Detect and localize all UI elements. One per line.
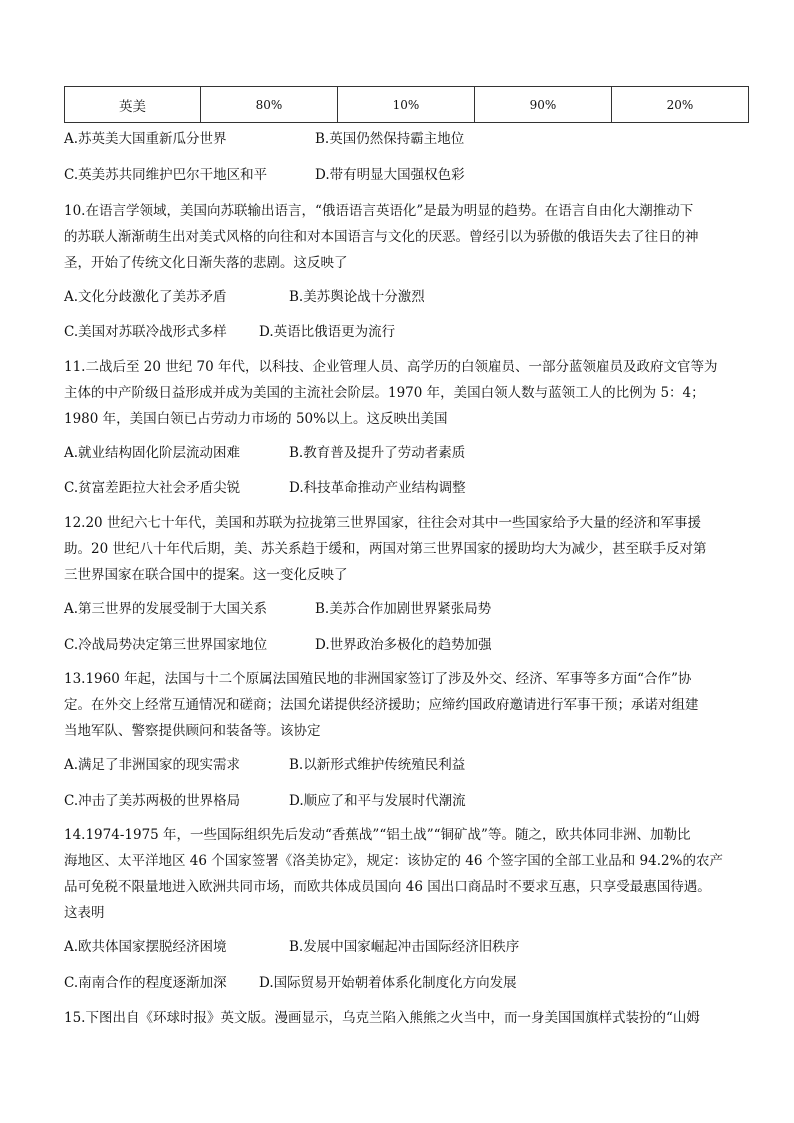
percentage-table — [64, 86, 749, 123]
q9-option-b: B.英国仍然保持霸主地位 — [315, 131, 465, 147]
table-row — [65, 87, 749, 123]
q14-option-a: A.欧共体国家摆脱经济困境 — [64, 939, 227, 955]
question-14-line: 14.1974-1975 年，一些国际组织先后发动“香蕉战”“铝土战”“铜矿战”等。随之，欧共体同非洲、加勒比 — [64, 827, 691, 843]
table-cell: 10% — [338, 87, 475, 123]
q11-option-c: C.贫富差距拉大社会矛盾尖锐 — [64, 480, 241, 496]
q14-option-c: C.南南合作的程度逐渐加深 — [64, 975, 227, 991]
q12-option-a: A.第三世界的发展受制于大国关系 — [64, 601, 268, 617]
table-cell: 80% — [201, 87, 338, 123]
question-12 — [64, 510, 734, 588]
table-cell-country: 英美 — [65, 87, 201, 123]
question-15 — [64, 1005, 734, 1031]
question-10-line: 的苏联人渐渐萌生出对美式风格的向往和对本国语言与文化的厌恶。曾经引以为骄傲的俄语失去了往日的神 — [64, 229, 699, 245]
question-14-line: 品可免税不限量地进入欧洲共同市场，而欧共体成员国向 46 国出口商品时不要求互惠，只享受最惠国待遇。 — [64, 879, 711, 895]
question-10-line: 圣，开始了传统文化日渐失落的悲剧。这反映了 — [64, 255, 348, 271]
q13-option-d: D.顺应了和平与发展时代潮流 — [289, 793, 466, 809]
q10-option-b: B.美苏舆论战十分激烈 — [289, 289, 425, 305]
q12-option-b: B.美苏合作加剧世界紧张局势 — [315, 601, 492, 617]
question-14-line: 海地区、太平洋地区 46 个国家签署《洛美协定》，规定：该协定的 46 个签字国的全部工业品和 94.2%的农产 — [64, 853, 723, 869]
question-10 — [64, 198, 734, 276]
q12-option-d: D.世界政治多极化的趋势加强 — [315, 637, 492, 653]
table-cell: 90% — [475, 87, 612, 123]
question-11 — [64, 354, 734, 432]
question-14 — [64, 822, 734, 926]
q10-option-d: D.英语比俄语更为流行 — [259, 324, 396, 340]
question-12-line: 三世界国家在联合国中的提案。这一变化反映了 — [64, 567, 348, 583]
q13-option-a: A.满足了非洲国家的现实需求 — [64, 757, 241, 773]
question-12-line: 12.20 世纪六七十年代，美国和苏联为拉拢第三世界国家，往往会对其中一些国家给予大量的经济和军事援 — [64, 515, 701, 531]
question-13 — [64, 666, 734, 744]
question-11-line: 11.二战后至 20 世纪 70 年代，以科技、企业管理人员、高学历的白领雇员、一部分蓝领雇员及政府文官等为 — [64, 359, 718, 375]
q12-option-c: C.冷战局势决定第三世界国家地位 — [64, 637, 268, 653]
question-13-line: 13.1960 年起，法国与十二个原属法国殖民地的非洲国家签订了涉及外交、经济、军事等多方面“合作”协 — [64, 671, 692, 687]
q9-option-d: D.带有明显大国强权色彩 — [315, 167, 465, 183]
question-13-line: 当地军队、警察提供顾问和装备等。该协定 — [64, 723, 321, 739]
table-cell: 20% — [612, 87, 749, 123]
q14-option-b: B.发展中国家崛起冲击国际经济旧秩序 — [289, 939, 520, 955]
q13-option-b: B.以新形式维护传统殖民利益 — [289, 757, 466, 773]
question-14-line: 这表明 — [64, 905, 105, 921]
question-12-line: 助。20 世纪八十年代后期，美、苏关系趋于缓和，两国对第三世界国家的援助均大为减少，甚至联手反对第 — [64, 541, 707, 557]
question-13-line: 定。在外交上经常互通情况和磋商；法国允诺提供经济援助；应缔约国政府邀请进行军事干预；承诺对组建 — [64, 697, 699, 713]
q9-option-a: A.苏英美大国重新瓜分世界 — [64, 131, 227, 147]
q10-option-c: C.美国对苏联冷战形式多样 — [64, 324, 227, 340]
q13-option-c: C.冲击了美苏两极的世界格局 — [64, 793, 241, 809]
q11-option-b: B.教育普及提升了劳动者素质 — [289, 445, 466, 461]
q9-option-c: C.英美苏共同维护巴尔干地区和平 — [64, 167, 268, 183]
q11-option-d: D.科技革命推动产业结构调整 — [289, 480, 466, 496]
question-11-line: 1980 年，美国白领已占劳动力市场的 50%以上。这反映出美国 — [64, 411, 448, 427]
question-15-line: 15.下图出自《环球时报》英文版。漫画显示，乌克兰陷入熊熊之火当中，而一身美国国旗样式装扮的“山姆 — [64, 1010, 700, 1026]
q11-option-a: A.就业结构固化阶层流动困难 — [64, 445, 241, 461]
question-11-line: 主体的中产阶级日益形成并成为美国的主流社会阶层。1970 年，美国白领人数与蓝领工人的比例为 5：4； — [64, 385, 705, 401]
q14-option-d: D.国际贸易开始朝着体系化制度化方向发展 — [259, 975, 517, 991]
q10-option-a: A.文化分歧激化了美苏矛盾 — [64, 289, 227, 305]
question-10-line: 10.在语言学领域，美国向苏联输出语言，“俄语语言英语化”是最为明显的趋势。在语言自由化大潮推动下 — [64, 203, 694, 219]
